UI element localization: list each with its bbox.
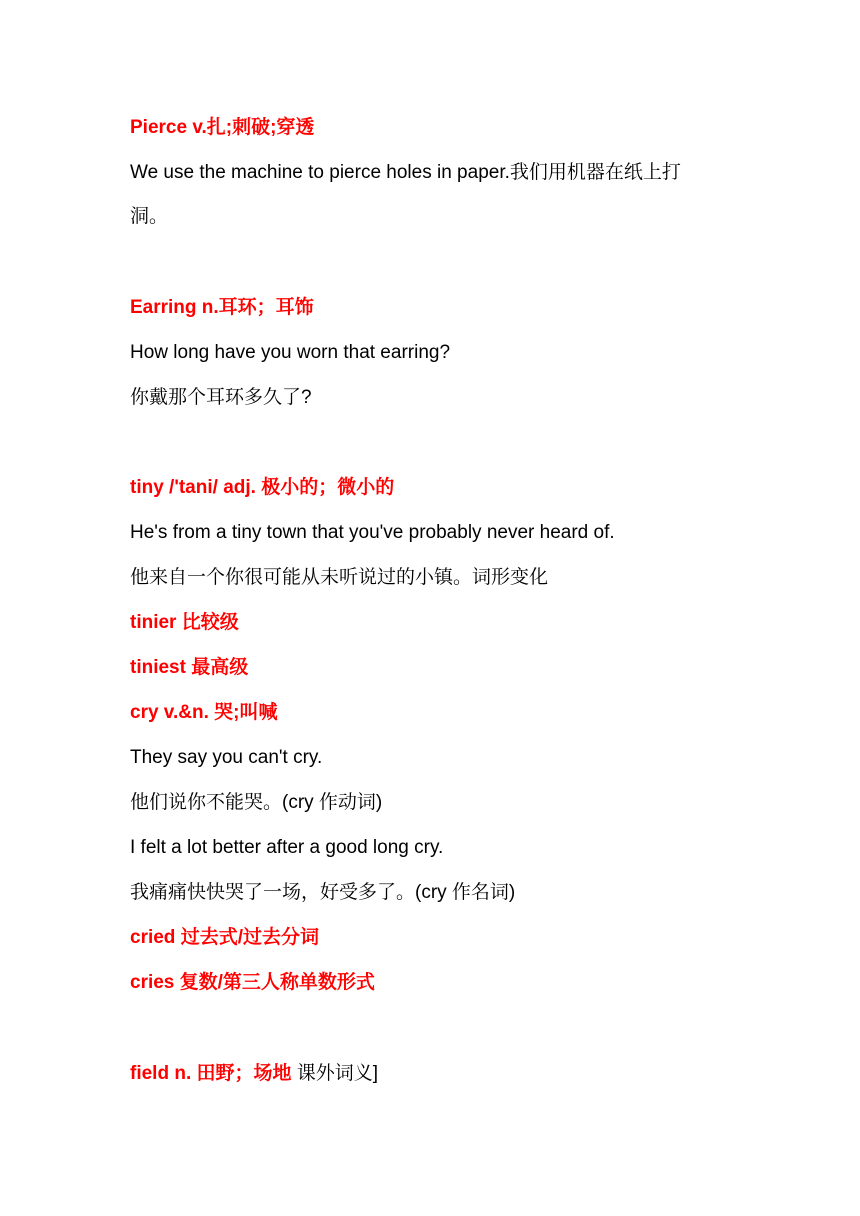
example-sentence: They say you can't cry. — [130, 747, 323, 768]
word-form-past: cried 过去式/过去分词 — [130, 927, 319, 948]
example-translation: 他们说你不能哭。(cry 作动词) — [130, 792, 383, 813]
word-heading-earring: Earring n.耳环；耳饰 — [130, 297, 314, 318]
word-heading-pierce: Pierce v.扎;刺破;穿透 — [130, 117, 315, 138]
field-note-text: 课外词义] — [291, 1063, 379, 1084]
example-sentence-continued: 洞。 — [130, 206, 169, 227]
example-translation: 我痛痛快快哭了一场，好受多了。(cry 作名词) — [130, 882, 516, 903]
word-heading-tiny: tiny /'tani/ adj. 极小的；微小的 — [130, 477, 395, 498]
example-translation: 他来自一个你很可能从未听说过的小镇。词形变化 — [130, 567, 549, 588]
field-heading-text: field n. 田野；场地 — [130, 1063, 292, 1084]
word-form-plural: cries 复数/第三人称单数形式 — [130, 972, 375, 993]
example-sentence: I felt a lot better after a good long cry. — [130, 837, 444, 858]
word-form-superlative: tiniest 最高级 — [130, 657, 249, 678]
example-translation: 你戴那个耳环多久了? — [130, 387, 312, 408]
example-sentence: He's from a tiny town that you've probably never heard of. — [130, 522, 615, 543]
word-heading-cry: cry v.&n. 哭;叫喊 — [130, 702, 278, 723]
example-sentence: How long have you worn that earring? — [130, 342, 451, 363]
word-heading-field — [130, 1062, 378, 1086]
word-form-comparative: tinier 比较级 — [130, 612, 239, 633]
example-sentence: We use the machine to pierce holes in paper.我们用机器在纸上打 — [130, 162, 681, 183]
